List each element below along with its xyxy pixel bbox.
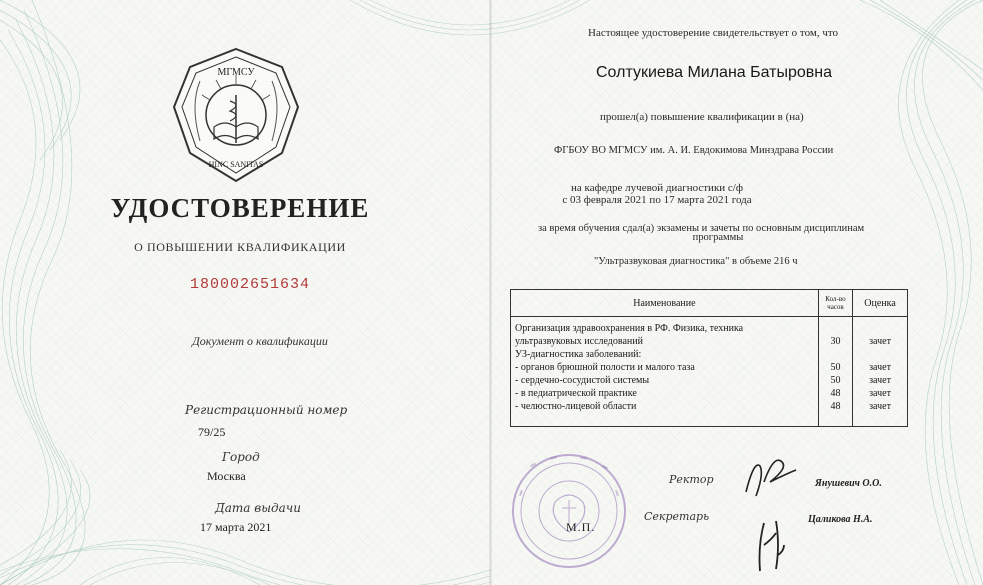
subject-hours-cell (818, 317, 852, 427)
table-row-hours: 50 (830, 362, 841, 373)
secretary-signature (754, 515, 788, 575)
left-page (0, 0, 490, 585)
col-header-grade: Оценка (853, 290, 908, 317)
table-row-hours: 48 (830, 401, 841, 412)
rector-label: Ректор (669, 473, 714, 486)
table-row-grade: зачет (869, 336, 891, 347)
subject-grades-cell (853, 317, 908, 427)
full-name: Солтукиева Милана Батыровна (596, 64, 833, 81)
rector-name: Янушевич О.О. (815, 478, 882, 489)
table-row-name: - в педиатрической практике (515, 388, 637, 399)
table-row-name: - сердечно-сосудистой системы (515, 375, 650, 386)
period-text: с 03 февраля 2021 по 17 марта 2021 года (562, 194, 752, 206)
registration-value: 79/25 (198, 425, 226, 439)
department-text: на кафедре лучевой диагностики с/ф (571, 182, 743, 194)
certificate-title: УДОСТОВЕРЕНИЕ (110, 193, 370, 223)
table-row-grade (857, 348, 903, 361)
mgmsu-emblem (170, 45, 302, 185)
intro-text: Настоящее удостоверение свидетельствует о том, что (588, 27, 839, 39)
table-row-grade: зачет (869, 401, 891, 412)
subjects-table (510, 289, 908, 427)
subject-names-cell (511, 317, 819, 427)
table-row-name: ультразвуковых исследований (515, 336, 643, 347)
stamp-label: М.П. (566, 520, 596, 534)
institution-name: ФГБОУ ВО МГМСУ им. А. И. Евдокимова Минздрава России (554, 145, 834, 156)
table-row-grade: зачет (869, 375, 891, 386)
emblem-bottom-text: HINC SANITAS (208, 160, 264, 169)
emblem-top-text: МГМСУ (217, 67, 255, 78)
table-row-name: Организация здравоохранения в РФ. Физика, техника (515, 323, 744, 334)
official-stamp (510, 452, 628, 570)
table-row-hours: 30 (830, 336, 841, 347)
issue-date-value: 17 марта 2021 (200, 520, 272, 534)
secretary-label: Секретарь (644, 510, 710, 523)
rector-signature (740, 452, 800, 502)
table-row-name: - челюстно-лицевой области (515, 401, 637, 412)
exams-line-2: программы (692, 232, 744, 243)
table-row-hours: 50 (830, 375, 841, 386)
table-row-hours: 48 (830, 388, 841, 399)
table-row-name: - органов брюшной полости и малого таза (515, 362, 695, 373)
secretary-name: Цаликова Н.А. (808, 514, 873, 525)
city-label: Город (222, 450, 260, 464)
city-value: Москва (207, 469, 246, 483)
certificate-number: 180002651634 (189, 276, 311, 293)
col-header-name: Наименование (511, 290, 819, 317)
right-page (492, 0, 983, 585)
table-row-name: УЗ-диагностика заболеваний: (515, 349, 642, 360)
issue-date-label: Дата выдачи (215, 501, 301, 515)
document-type: Документ о квалификации (192, 334, 328, 348)
table-row-hours (823, 322, 848, 335)
table-row-grade (857, 322, 903, 335)
table-row-grade: зачет (869, 388, 891, 399)
exams-line-1: за время обучения сдал(а) экзамены и зачеты по основным дисциплинам (538, 223, 865, 234)
passed-text: прошел(а) повышение квалификации в (на) (600, 111, 804, 123)
col-header-hours: Кол-во часов (818, 290, 852, 317)
certificate-subtitle: О ПОВЫШЕНИИ КВАЛИФИКАЦИИ (134, 240, 346, 254)
registration-label: Регистрационный номер (185, 403, 348, 417)
table-row-grade: зачет (869, 362, 891, 373)
program-text: "Ультразвуковая диагностика" в объеме 216 ч (594, 256, 798, 267)
table-row-hours (823, 348, 848, 361)
